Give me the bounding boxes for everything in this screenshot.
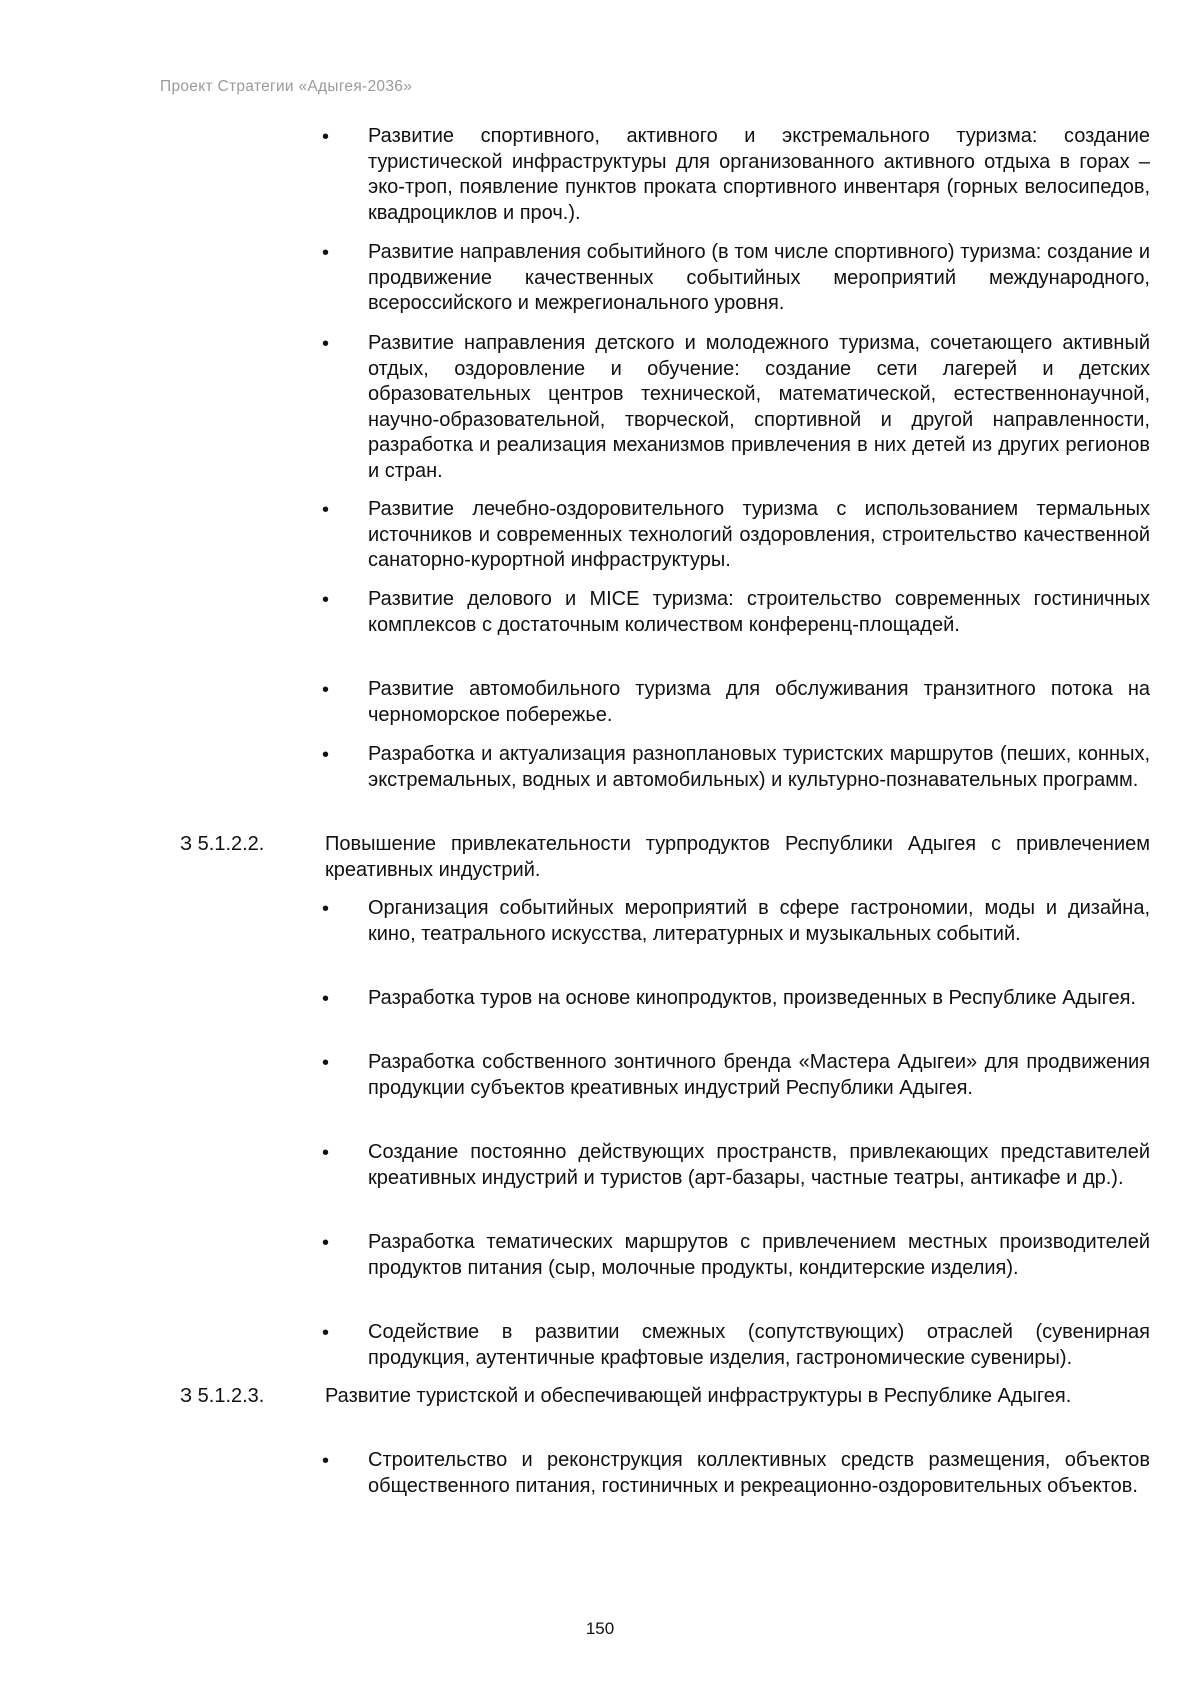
bullet-icon: • <box>322 333 330 355</box>
list-item-text: Развитие автомобильного туризма для обслуживания транзитного потока на черноморское побережье. <box>368 678 1150 726</box>
list-item-text: Развитие направления событийного (в том числе спортивного) туризма: создание и продвижение качественных событийных мероприятий международного, всероссийского и межрегионального уровня. <box>368 241 1150 314</box>
list-item-text: Развитие делового и MICE туризма: строительство современных гостиничных комплексов с достаточным количеством конференц-площадей. <box>368 588 1150 636</box>
list-item-text: Содействие в развитии смежных (сопутствующих) отраслей (сувенирная продукция, аутентичные крафтовые изделия, гастрономические сувениры). <box>368 1321 1150 1369</box>
bullet-icon: • <box>322 1322 330 1344</box>
section-title: Повышение привлекательности турпродуктов Республики Адыгея с привлечением креативных индустрий. <box>325 833 1150 881</box>
bullet-icon: • <box>322 744 330 766</box>
page-header: Проект Стратегии «Адыгея-2036» <box>160 78 413 95</box>
bullet-icon: • <box>322 589 330 611</box>
section-title: Развитие туристской и обеспечивающей инфраструктуры в Республике Адыгея. <box>325 1385 1072 1407</box>
bullet-icon: • <box>322 898 330 920</box>
list-item-text: Разработка тематических маршрутов с привлечением местных производителей продуктов питания (сыр, молочные продукты, кондитерские изделия). <box>368 1231 1150 1279</box>
bullet-icon: • <box>322 242 330 264</box>
page-number: 150 <box>585 1619 615 1638</box>
bullet-icon: • <box>322 988 330 1010</box>
bullet-icon: • <box>322 1232 330 1254</box>
section-number: З 5.1.2.2. <box>180 833 265 855</box>
list-item-text: Разработка и актуализация разноплановых туристских маршрутов (пеших, конных, экстремальных, водных и автомобильных) и культурно-познавательных программ. <box>368 743 1150 791</box>
section-number: З 5.1.2.3. <box>180 1385 265 1407</box>
list-item-text: Разработка туров на основе кинопродуктов, произведенных в Республике Адыгея. <box>368 987 1136 1009</box>
bullet-icon: • <box>322 1142 330 1164</box>
list-item-text: Создание постоянно действующих пространств, привлекающих представителей креативных индустрий и туристов (арт-базары, частные театры, антикафе и др.). <box>368 1141 1150 1189</box>
list-item-text: Развитие спортивного, активного и экстремального туризма: создание туристической инфраструктуры для организованного активного отдыха в горах – эко-троп, появление пунктов проката спортивного инвентаря (горных велосипедов, квадроциклов и проч.). <box>368 125 1150 224</box>
bullet-icon: • <box>322 679 330 701</box>
list-item-text: Развитие направления детского и молодежного туризма, сочетающего активный отдых, оздоровление и обучение: создание сети лагерей и детских образовательных центров технической, математической, естественнонаучной, научно-образовательной, творческой, спортивной и другой направленности, разработка и реализация механизмов привлечения в них детей из других регионов и стран. <box>368 332 1150 482</box>
list-item-text: Организация событийных мероприятий в сфере гастрономии, моды и дизайна, кино, театрального искусства, литературных и музыкальных событий. <box>368 897 1150 945</box>
bullet-icon: • <box>322 499 330 521</box>
list-item-text: Разработка собственного зонтичного бренда «Мастера Адыгеи» для продвижения продукции субъектов креативных индустрий Республики Адыгея. <box>368 1051 1150 1099</box>
list-item-text: Строительство и реконструкция коллективных средств размещения, объектов общественного питания, гостиничных и рекреационно-оздоровительных объектов. <box>368 1449 1150 1497</box>
bullet-icon: • <box>322 1052 330 1074</box>
bullet-icon: • <box>322 1450 330 1472</box>
bullet-icon: • <box>322 126 330 148</box>
list-item-text: Развитие лечебно-оздоровительного туризма с использованием термальных источников и современных технологий оздоровления, строительство качественной санаторно-курортной инфраструктуры. <box>368 498 1150 571</box>
